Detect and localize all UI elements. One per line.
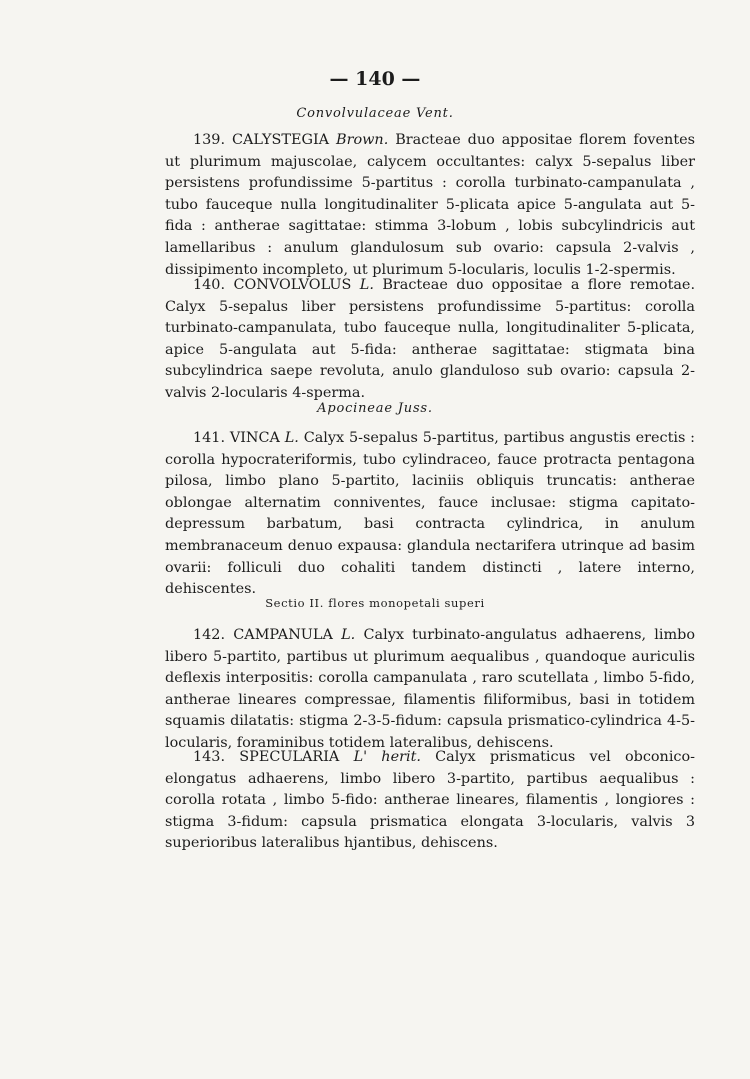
entry-number: 139. xyxy=(193,132,226,148)
genus-name: VINCA xyxy=(229,430,280,446)
genus-description: Bracteae duo oppositae a flore remotae. Calyx 5-sepalus liber persistens profundissime 5-partitus: corolla turbinato-campanulata, tubo fauceque nulla, longitudinaliter 5-plicata, apice 5-angulata aut 5-fida: antherae sagittatae: stigmata bina subcylindrica saepe revoluta, anulo glanduloso sub ovario: capsula 2-valvis 2-locularis 4-sperma. xyxy=(165,277,696,401)
section-heading-sectio-ii: Sectio II. flores monopetali superi xyxy=(265,596,485,610)
page-number: — 140 — xyxy=(329,68,421,90)
genus-author: Brown. xyxy=(336,132,389,148)
genus-description: Bracteae duo appositae florem foventes ut plurimum majuscolae, calycem occultantes: calyx 5-sepalus liber persistens profundissime 5-partitus : corolla turbinato-campanulata , tubo fauceque nulla longitudinaliter 5-plicata apice 5-angulata aut 5-fida : antherae sagittatae: stimma 3-lobum , lobis subcylindricis aut lamellaribus : anulum glandulosum sub ovario: capsula 2-valvis , dissipimento incompleto, ut plurimum 5-locularis, loculis 1-2-spermis. xyxy=(165,132,696,278)
genus-name: CALYSTEGIA xyxy=(231,132,330,148)
genus-author: L. xyxy=(341,627,356,643)
genus-entry-142 xyxy=(165,625,695,755)
genus-name: SPECULARIA xyxy=(239,749,340,765)
genus-entry-141 xyxy=(165,428,695,601)
genus-entry-140 xyxy=(165,275,695,405)
genus-name: CONVOLVOLUS xyxy=(233,277,352,293)
entry-number: 140. xyxy=(193,277,226,293)
genus-description: Calyx 5-sepalus 5-partitus, partibus angustis erectis : corolla hypocrateriformis, tubo cylindraceo, fauce protracta pentagona pilosa, limbo plano 5-partito, laciniis obliquis truncatis: antherae oblongae alternatim conniventes, fauce inclusae: stigma capitato-depressum barbatum, basi contracta cylindrica, in anulum membranaceum denuo expausa: glandula nectarifera utrinque ad basim ovarii: folliculi duo cohaliti tandem distincti , latere interno, dehiscentes. xyxy=(165,430,696,598)
genus-author: L. xyxy=(359,277,374,293)
genus-description: Calyx prismaticus vel obconico-elongatus adhaerens, limbo libero 3-partito, partibus aequalibus : corolla rotata , limbo 5-fido: antherae lineares, filamentis , longiores : stigma 3-fidum: capsula prismatica elongata 3-locularis, valvis 3 superioribus lateralibus hjantibus, dehiscens. xyxy=(165,749,696,852)
genus-name: CAMPANULA xyxy=(233,627,333,643)
entry-number: 141. xyxy=(193,430,226,446)
genus-description: Calyx turbinato-angulatus adhaerens, limbo libero 5-partito, partibus ut plurimum aequalibus , quandoque auriculis deflexis interpositis: corolla campanulata , raro scutellata , limbo 5-fido, antherae lineares compressae, filamentis filiformibus, basi in totidem squamis dilatatis: stigma 2-3-5-fidum: capsula prismatico-cylindrica 4-5-locularis, foraminibus totidem lateralibus, dehiscens. xyxy=(165,627,696,751)
genus-author: L' herit. xyxy=(353,749,421,765)
entry-number: 142. xyxy=(193,627,226,643)
section-heading-convolvulaceae: Convolvulaceae Vent. xyxy=(296,106,454,121)
genus-author: L. xyxy=(284,430,299,446)
entry-number: 143. xyxy=(193,749,226,765)
genus-entry-143 xyxy=(165,747,695,855)
section-heading-apocineae: Apocineae Juss. xyxy=(317,401,433,416)
genus-entry-139 xyxy=(165,130,695,281)
